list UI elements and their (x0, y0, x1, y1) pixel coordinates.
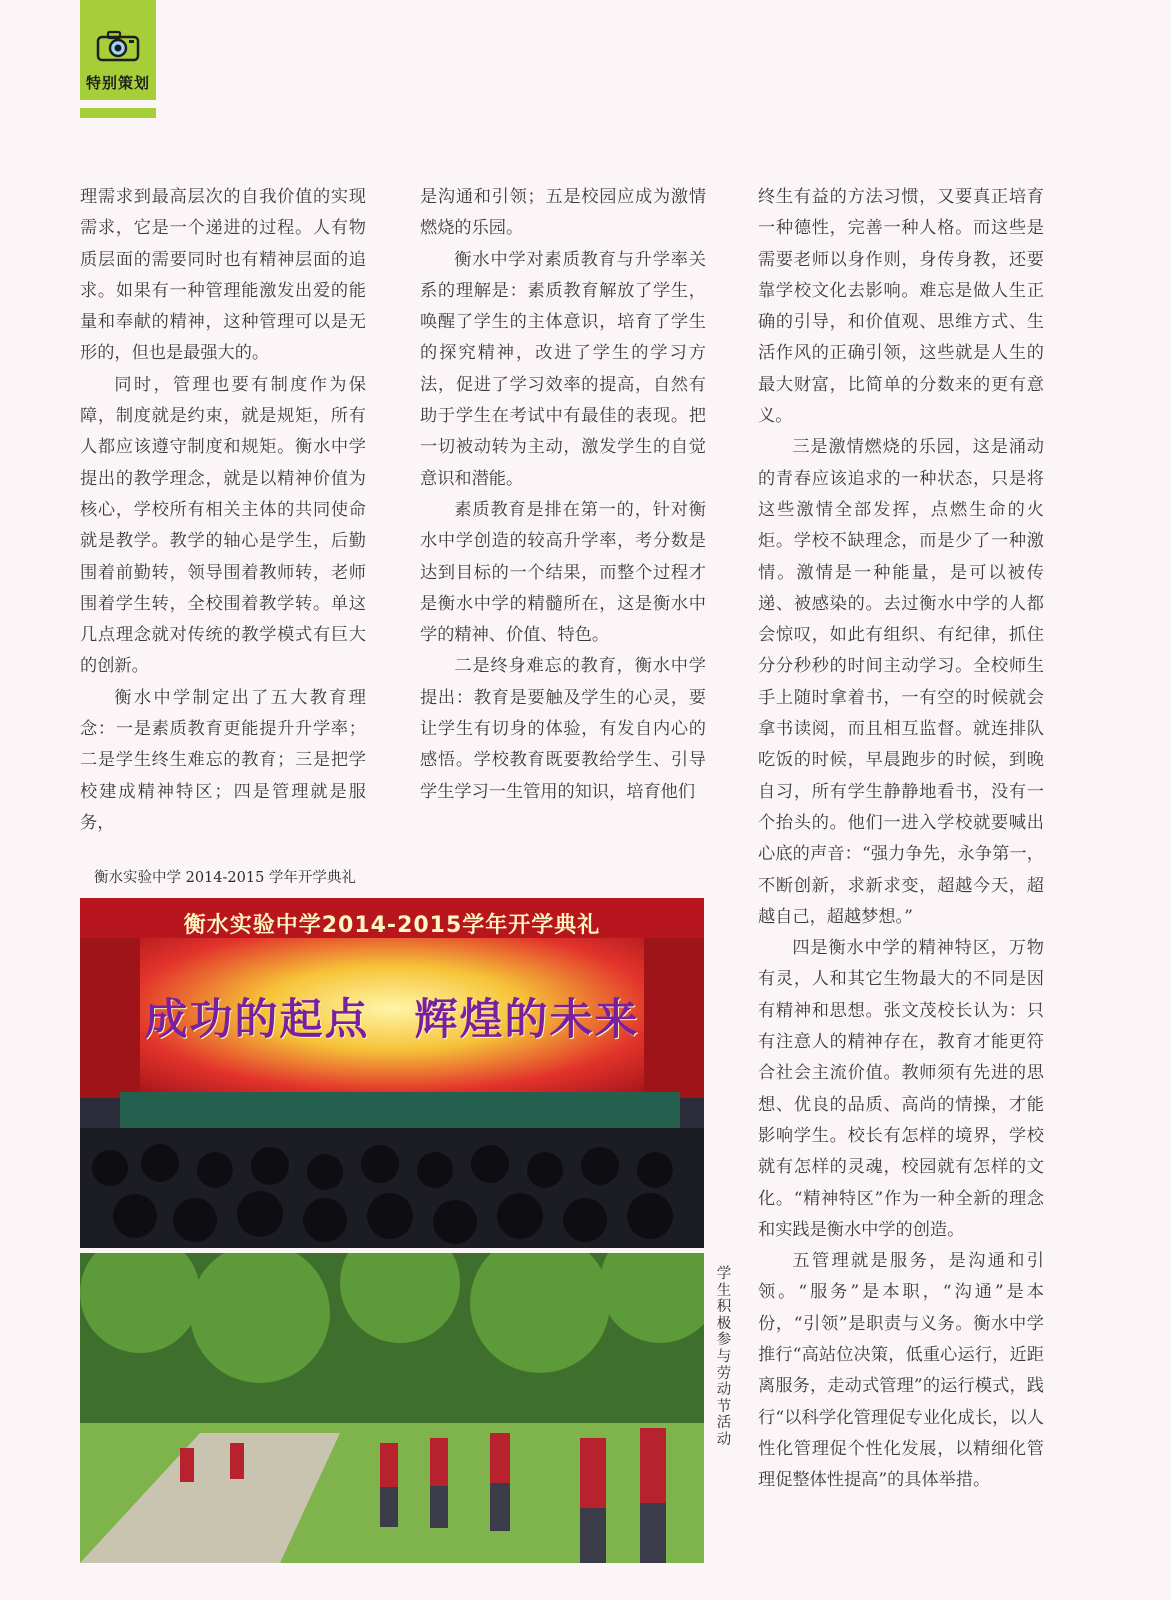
article-column-2 (420, 182, 706, 808)
paragraph: 是沟通和引领；五是校园应成为激情燃烧的乐园。 (420, 187, 706, 239)
labor-day-photo-art (80, 1253, 704, 1563)
paragraph: 衡水中学对素质教育与升学率关系的理解是：素质教育解放了学生，唤醒了学生的主体意识，培育了学生的探究精神，改进了学生的学习方法，促进了学习效率的提高，自然有助于学生在考试中有最佳的表现。把一切被动转为主动，激发学生的自觉意识和潜能。 (420, 249, 706, 489)
ceremony-banner-top: 衡水实验中学2014-2015学年开学典礼 (183, 913, 601, 938)
camera-icon (96, 30, 140, 62)
ceremony-banner-main: 成功的起点 辉煌的未来 (144, 995, 640, 1045)
ceremony-photo (80, 898, 704, 1248)
paragraph: 终生有益的方法习惯，又要真正培育一种德性，完善一种人格。而这些是需要老师以身作则，身传身教，还要靠学校文化去影响。难忘是做人生正确的引导，和价值观、思维方式、生活作风的正确引领，这些就是人生的最大财富，比简单的分数来的更有意义。 (758, 187, 1044, 427)
paragraph: 四是衡水中学的精神特区，万物有灵，人和其它生物最大的不同是因有精神和思想。张文茂校长认为：只有注意人的精神存在，教育才能更符合社会主流价值。教师须有先进的思想、优良的品质、高尚的情操，才能影响学生。校长有怎样的境界，学校就有怎样的灵魂，校园就有怎样的文化。“精神特区”作为一种全新的理念和实践是衡水中学的创造。 (758, 938, 1044, 1240)
section-label: 特别策划 (85, 74, 150, 92)
paragraph: 理需求到最高层次的自我价值的实现需求，它是一个递进的过程。人有物质层面的需要同时也有精神层面的追求。如果有一种管理能激发出爱的能量和奉献的精神，这种管理可以是无形的，但也是最强大的。 (80, 187, 366, 364)
section-tab (80, 0, 156, 100)
photo-caption-labor-day: 学生积极参与劳动节活动 (716, 1266, 732, 1448)
paragraph: 同时，管理也要有制度作为保障，制度就是约束，就是规矩，所有人都应该遵守制度和规矩。衡水中学提出的教学理念，就是以精神价值为核心，学校所有相关主体的共同使命就是教学。教学的轴心是学生，后勤围着前勤转，领导围着教师转，老师围着学生转，全校围着教学转。单这几点理念就对传统的教学模式有巨大的创新。 (80, 374, 366, 677)
photo-caption-ceremony: 衡水实验中学 2014-2015 学年开学典礼 (94, 870, 356, 886)
paragraph: 素质教育是排在第一的，针对衡水中学创造的较高升学率，考分数是达到目标的一个结果，而整个过程才是衡水中学的精髓所在，这是衡水中学的精神、价值、特色。 (420, 499, 706, 646)
paragraph: 二是终身难忘的教育，衡水中学提出：教育是要触及学生的心灵，要让学生有切身的体验，有发自内心的感悟。学校教育既要教给学生、引导学生学习一生管用的知识，培育他们 (420, 656, 706, 802)
paragraph: 衡水中学制定出了五大教育理念：一是素质教育更能提升升学率；二是学生终生难忘的教育；三是把学校建成精神特区；四是管理就是服务， (80, 687, 366, 833)
paragraph: 五管理就是服务，是沟通和引领。“服务”是本职，“沟通”是本份，“引领”是职责与义务。衡水中学推行“高站位决策，低重心运行，近距离服务，走动式管理”的运行模式，践行“以科学化管理促专业化成长，以人性化管理促个性化发展，以精细化管理促整体性提高”的具体举措。 (758, 1251, 1044, 1491)
paragraph: 三是激情燃烧的乐园，这是涌动的青春应该追求的一种状态，只是将这些激情全部发挥，点燃生命的火炬。学校不缺理念，而是少了一种激情。激情是一种能量，是可以被传递、被感染的。去过衡水中学的人都会惊叹，如此有组织、有纪律，抓住分分秒秒的时间主动学习。全校师生手上随时拿着书，一有空的时候就会拿书读阅，而且相互监督。就连排队吃饭的时候，早晨跑步的时候，到晚自习，所有学生静静地看书，没有一个抬头的。他们一进入学校就要喊出心底的声音：“强力争先，永争第一，不断创新，求新求变，超越今天，超越自己，超越梦想。” (758, 437, 1044, 927)
tab-divider (80, 108, 156, 118)
article-column-3 (758, 182, 1044, 1496)
article-column-1 (80, 182, 366, 839)
ceremony-photo-art (80, 898, 704, 1248)
labor-day-photo (80, 1253, 704, 1563)
